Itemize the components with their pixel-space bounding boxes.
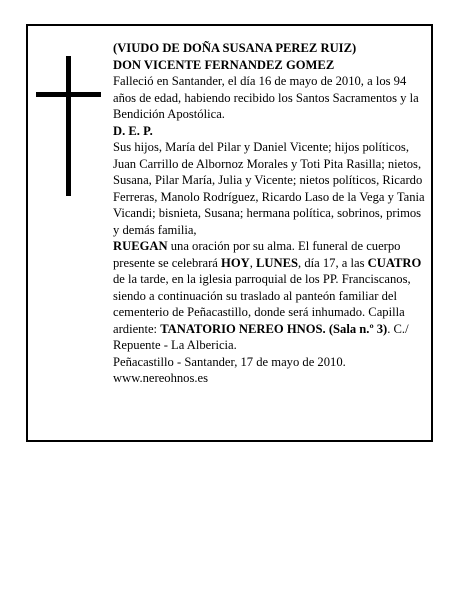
cross-icon xyxy=(66,56,71,196)
cross-icon-crossbar xyxy=(36,92,101,97)
hoy-label: HOY xyxy=(221,255,250,270)
tanatorio-label: TANATORIO NEREO HNOS. (Sala n.º 3) xyxy=(160,321,388,336)
website-link[interactable]: www.nereohnos.es xyxy=(113,371,209,385)
obituary-notice xyxy=(26,24,433,442)
cuatro-label: CUATRO xyxy=(367,255,422,270)
ruegan-label: RUEGAN xyxy=(113,239,168,253)
lunes-label: LUNES xyxy=(256,255,299,270)
funeral-details: RUEGAN una oración por su alma. El funeral de cuerpo presente se celebrará HOY, LUNES, día 17, a las CUATRO de la tarde, en la iglesia parroquial de los PP. Franciscanos, siendo a continuación su traslado al panteón familiar del cementerio de Peñacastillo, donde será inhumado. Capilla ardiente: TANATORIO NEREO HNOS. (Sala n.º 3). C./ Repuente - La Albericia. xyxy=(113,239,422,352)
deceased-name: DON VICENTE FERNANDEZ GOMEZ xyxy=(113,57,335,72)
widower-line: (VIUDO DE DOÑA SUSANA PEREZ RUIZ) xyxy=(113,41,357,55)
family-list: Sus hijos, María del Pilar y Daniel Vicente; hijos políticos, Juan Carrillo de Albornoz Morales y Toti Pita Rasilla; nietos, Susana, Pilar María, Julia y Vicente; nietos políticos, Ricardo Ferreras, Manolo Rodríguez, Ricardo Laso de la Vega y Tania Vicandi; bisnieta, Susana; hermana política, sobrinos, primos y demás familia, xyxy=(113,140,425,237)
place-date: Peñacastillo - Santander, 17 de mayo de 2010. xyxy=(113,354,346,369)
notice-text xyxy=(113,40,428,387)
dep-line: D. E. P. xyxy=(113,123,153,138)
death-details: Falleció en Santander, el día 16 de mayo de 2010, a los 94 años de edad, habiendo recibido los Santos Sacramentos y la Bendición Apostólica. xyxy=(113,74,419,121)
